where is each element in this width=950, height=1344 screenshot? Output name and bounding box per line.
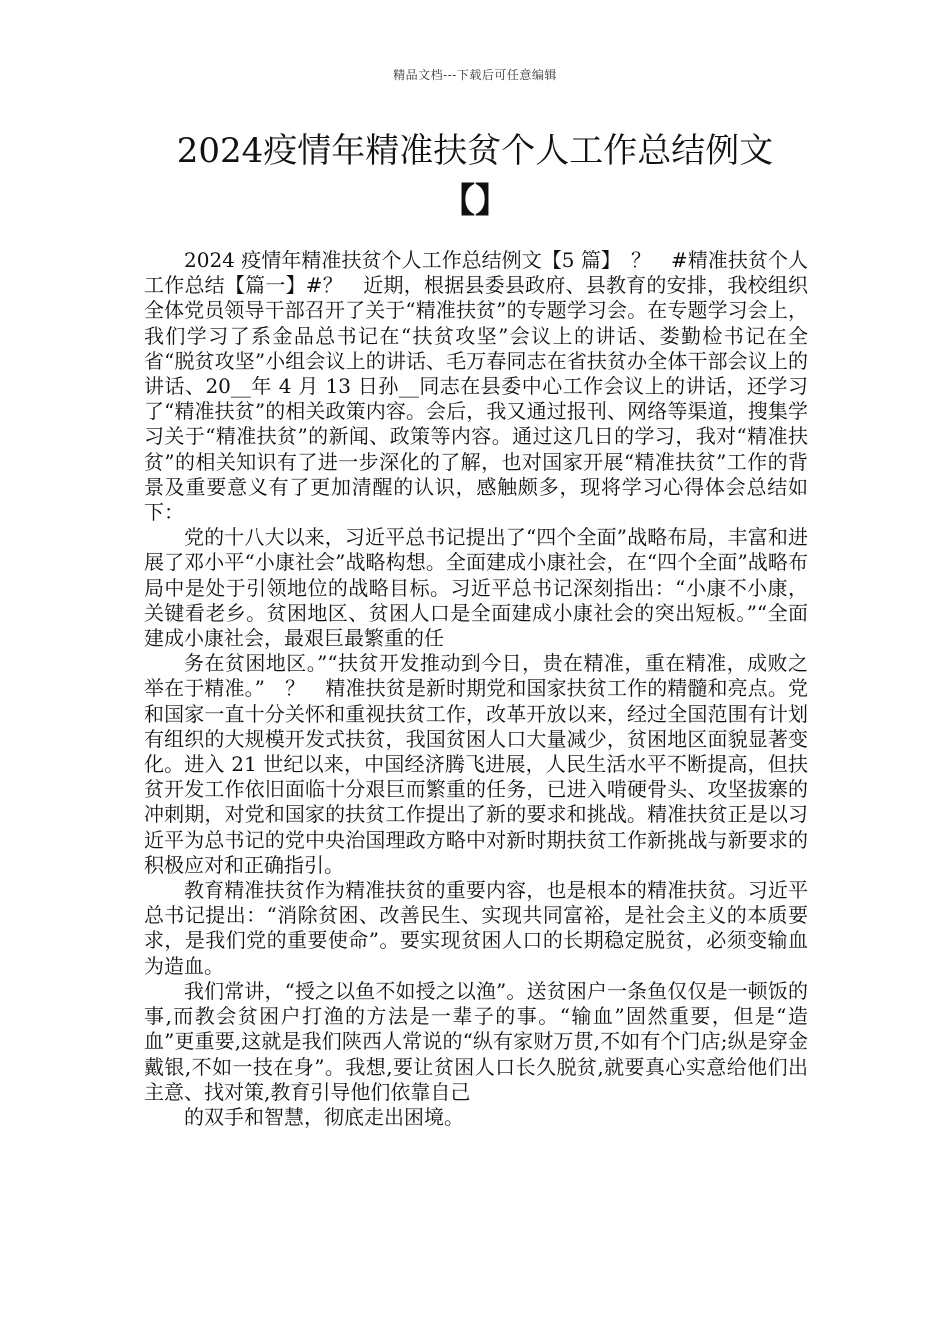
- paragraph: 的双手和智慧，彻底走出困境。: [184, 1104, 464, 1129]
- document-body: [144, 248, 808, 1130]
- document-title-line1: 2024疫情年精准扶贫个人工作总结例文: [176, 131, 774, 171]
- paragraph: 我们常讲，“授之以鱼不如授之以渔”。送贫困户一条鱼仅仅是一顿饭的事,而教会贫困户打渔的方法是一辈子的事。“输血”固然重要，但是“造血”更重要,这就是我们陕西人常说的“纵有家财万贯,不如有个门店;纵是穿金戴银,不如一技在身”。我想,要让贫困人口长久脱贫,就要真心实意给他们出主意、找对策,教育引导他们依靠自己: [144, 978, 808, 1104]
- header-note: 精品文档---下载后可任意编辑: [393, 68, 557, 82]
- paragraph: 务在贫困地区。”“扶贫开发推动到今日，贵在精准，重在精准，成败之举在于精准。” ？ 精准扶贫是新时期党和国家扶贫工作的精髓和亮点。党和国家一直十分关怀和重视扶贫工作，改革开放以来，经过全国范围有计划有组织的大规模开发式扶贫，我国贫困人口大量减少，贫困地区面貌显著变化。进入 21 世纪以来，中国经济腾飞进展，人民生活水平不断提高，但扶贫开发工作依旧面临十分艰巨而繁重的任务，已进入啃硬骨头、攻坚拔寨的冲刺期，对党和国家的扶贫工作提出了新的要求和挑战。精准扶贫正是以习近平为总书记的党中央治国理政方略中对新时期扶贫工作新挑战与新要求的积极应对和正确指引。: [144, 651, 808, 877]
- paragraph: 党的十八大以来，习近平总书记提出了“四个全面”战略布局，丰富和进展了邓小平“小康社会”战略构想。全面建成小康社会，在“四个全面”战略布局中是处于引领地位的战略目标。习近平总书记深刻指出：“小康不小康，关键看老乡。贫困地区、贫困人口是全面建成小康社会的突出短板。”“全面建成小康社会，最艰巨最繁重的任: [144, 525, 808, 651]
- paragraph: 教育精准扶贫作为精准扶贫的重要内容，也是根本的精准扶贫。习近平总书记提出：“消除贫困、改善民生、实现共同富裕，是社会主义的本质要求，是我们党的重要使命”。要实现贫困人口的长期稳定脱贫，必须变输血为造血。: [144, 878, 808, 978]
- document-title-line2: 【】: [441, 181, 509, 221]
- paragraph: 2024 疫情年精准扶贫个人工作总结例文【5 篇】 ？ #精准扶贫个人工作总结【篇一】#？ 近期，根据县委县政府、县教育的安排，我校组织全体党员领导干部召开了关于“精准扶贫”的专题学习会。在专题学习会上，我们学习了系金品总书记在“扶贫攻坚”会议上的讲话、娄勤检书记在全省“脱贫攻坚”小组会议上的讲话、毛万春同志在省扶贫办全体干部会议上的讲话、20__年 4 月 13 日孙__同志在县委中心工作会议上的讲话，还学习了“精准扶贫”的相关政策内容。会后，我又通过报刊、网络等渠道，搜集学习关于“精准扶贫”的新闻、政策等内容。通过这几日的学习，我对“精准扶贫”的相关知识有了进一步深化的了解，也对国家开展“精准扶贫”工作的背景及重要意义有了更加清醒的认识，感触颇多，现将学习心得体会总结如下：: [144, 248, 808, 525]
- document-title: [100, 126, 850, 226]
